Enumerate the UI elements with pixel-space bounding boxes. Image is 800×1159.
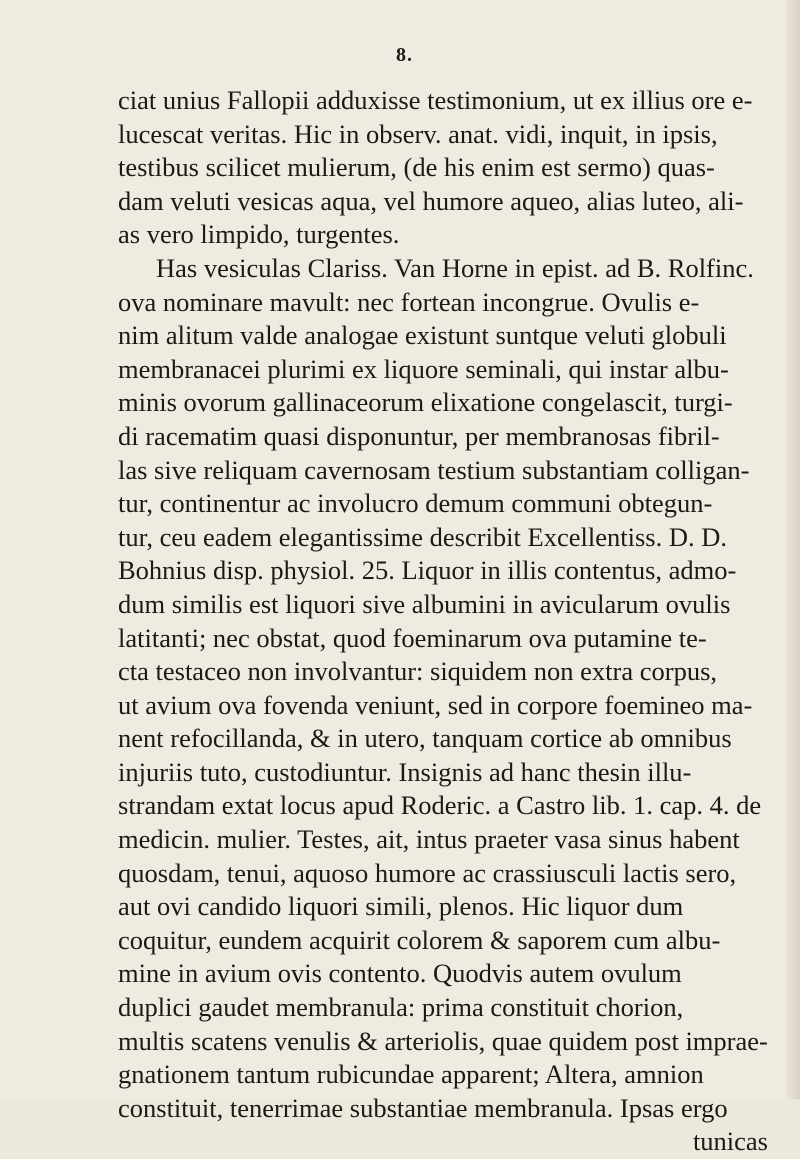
text-line: dam veluti vesicas aqua, vel humore aqueo, alias luteo, ali- — [118, 185, 744, 216]
text-line: nent refocillanda, & in utero, tanquam cortice ab omnibus — [118, 723, 732, 754]
text-line: aut ovi candido liquori simili, plenos. Hic liquor dum — [118, 891, 684, 922]
text-line: ciat unius Fallopii adduxisse testimonium, ut ex illius ore e- — [118, 85, 753, 115]
text-line: testibus scilicet mulierum, (de his enim est sermo) quas- — [118, 152, 715, 183]
text-body — [118, 84, 768, 1159]
text-line: latitanti; nec obstat, quod foeminarum ova putamine te- — [118, 622, 707, 653]
text-line: quosdam, tenui, aquoso humore ac crassiusculi lactis sero, — [118, 857, 737, 888]
text-line: multis scatens venulis & arteriolis, quae quidem post imprae- — [118, 1025, 768, 1056]
text-line: di racematim quasi disponuntur, per membranosas fibril- — [118, 420, 720, 451]
text-line: Bohnius disp. physiol. 25. Liquor in illis contentus, admo- — [118, 555, 737, 586]
text-line: tur, ceu eadem elegantissime describit Excellentiss. D. D. — [118, 521, 727, 552]
text-line: dum similis est liquori sive albumini in avicularum ovulis — [118, 588, 731, 619]
text-line: mine in avium ovis contento. Quodvis autem ovulum — [118, 958, 682, 989]
text-line: injuriis tuto, custodiuntur. Insignis ad hanc thesin illu- — [118, 756, 692, 787]
text-line: tur, continentur ac involucro demum communi obtegun- — [118, 488, 713, 519]
text-line: as vero limpido, turgentes. — [118, 219, 400, 250]
text-line: lucescat veritas. Hic in observ. anat. vidi, inquit, in ipsis, — [118, 118, 718, 149]
text-line: strandam extat locus apud Roderic. a Castro lib. 1. cap. 4. de — [118, 790, 762, 821]
text-line: coquitur, eundem acquirit colorem & saporem cum albu- — [118, 924, 721, 955]
catchword: tunicas — [692, 1126, 768, 1157]
text-line: gnationem tantum rubicundae apparent; Altera, amnion — [118, 1059, 704, 1090]
text-line: Has vesiculas Clariss. Van Horne in epist. ad B. Rolfinc. — [156, 252, 754, 283]
text-line: ova nominare mavult: nec fortean incongrue. Ovulis e- — [118, 286, 700, 317]
text-line: ut avium ova fovenda veniunt, sed in corpore foemineo ma- — [118, 689, 753, 720]
text-line: nim alitum valde analogae existunt suntque veluti globuli — [118, 320, 727, 351]
text-line: membranacei plurimi ex liquore seminali, qui instar albu- — [118, 353, 729, 384]
text-line: minis ovorum gallinaceorum elixatione congelascit, turgi- — [118, 387, 733, 418]
signature-mark: 8. — [396, 44, 413, 66]
text-line: duplici gaudet membranula: prima constituit chorion, — [118, 992, 684, 1023]
text-line: cta testaceo non involvantur: siquidem non extra corpus, — [118, 656, 718, 687]
text-line: las sive reliquam cavernosam testium substantiam colligan- — [118, 454, 750, 485]
text-line: medicin. mulier. Testes, ait, intus praeter vasa sinus habent — [118, 824, 740, 855]
text-line: constituit, tenerrimae substantiae membranula. Ipsas ergo — [118, 1092, 728, 1123]
page-edge — [786, 0, 800, 1099]
